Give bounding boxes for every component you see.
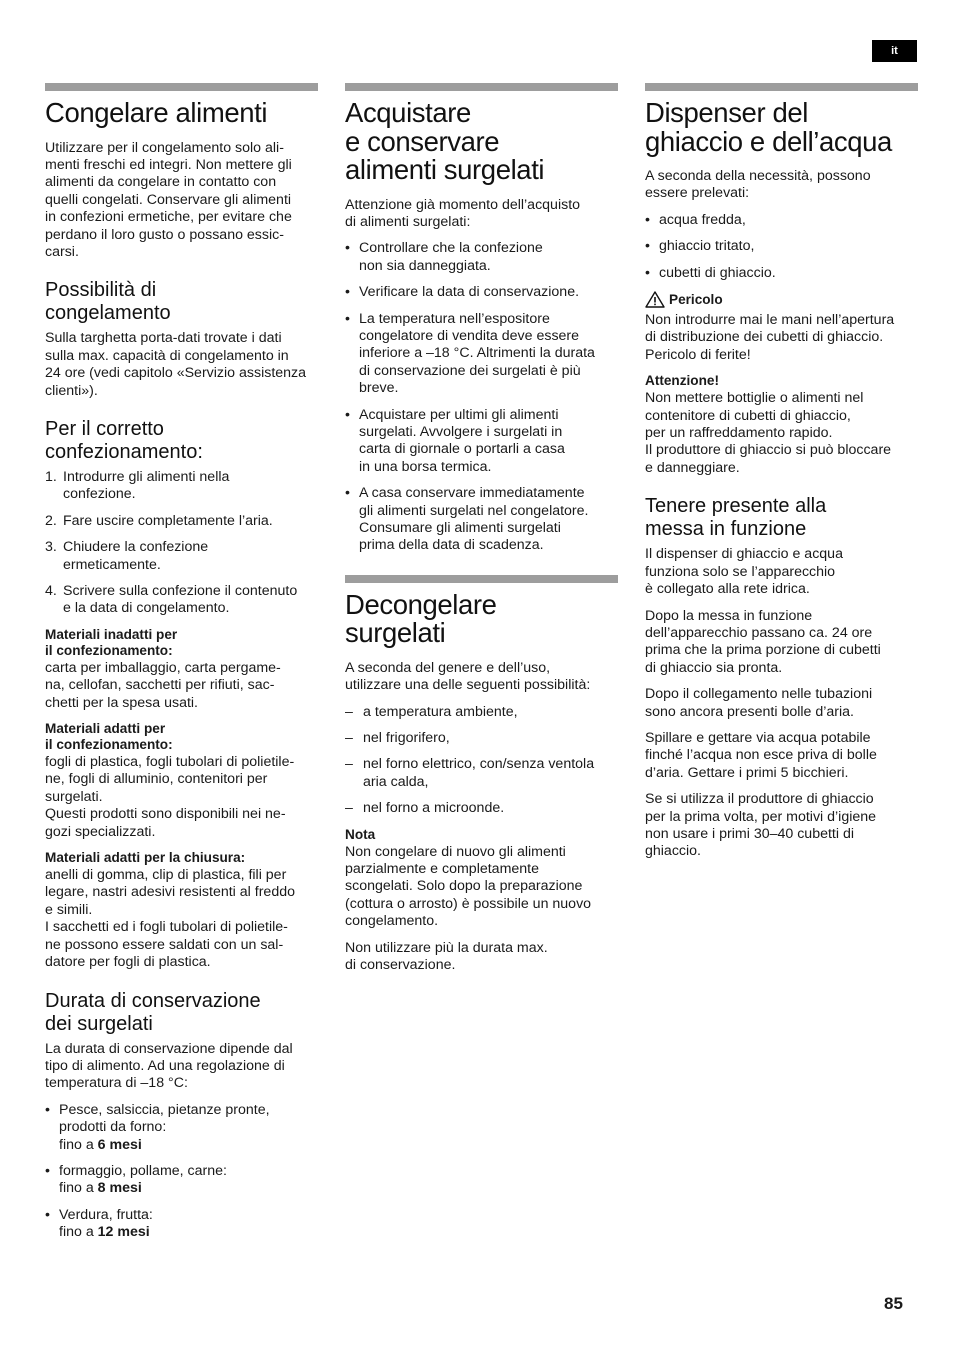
paragraph: Dopo il collegamento nelle tubazioni sono ancora presenti bolle d’aria.: [645, 686, 873, 720]
storage-item: • Pesce, salsiccia, pietanze pronte, prodotti da forno: fino a 6 mesi: [45, 1102, 318, 1154]
list-item: • A casa conservare immediatamente gli alimenti surgelati nel congelatore. Consumare gli alimenti surgelati prima della data di scadenza.: [345, 485, 618, 555]
intro-dispenser: A seconda della necessità, possono essere prelevati:: [645, 168, 871, 202]
title-acquistare: Acquistare e conservare alimenti surgelati: [345, 97, 545, 185]
danger-title: Pericolo: [669, 291, 723, 307]
step-text: Introdurre gli alimenti nella confezione.: [63, 468, 230, 503]
heading-possibilita: Possibilità di congelamento: [45, 279, 171, 325]
text-durata: La durata di conservazione dipende dal tipo di alimento. Ad una regolazione di temperatura di –18 °C:: [45, 1040, 293, 1092]
intro-acquistare: Attenzione già momento dell’acquisto di alimenti surgelati:: [345, 196, 581, 230]
text-materiali-adatti: fogli di plastica, fogli tubolari di polietile- ne, fogli di alluminio, contenitori per surgelati. Questi prodotti sono disponibili nei ne- gozi specializzati.: [45, 754, 295, 840]
attention-text: Non mettere bottiglie o alimenti nel contenitore di cubetti di ghiaccio, per un raffreddamento rapido. Il produttore di ghiaccio si può bloccare e danneggiare.: [645, 390, 892, 476]
danger-heading: [645, 291, 918, 308]
section-rule: [345, 575, 618, 583]
attention-title: Attenzione!: [645, 373, 720, 389]
heading-durata: Durata di conservazione dei surgelati: [45, 989, 261, 1035]
storage-duration: 8 mesi: [97, 1180, 142, 1197]
danger-text: Non introdurre mai le mani nell’apertura di distribuzione dei cubetti di ghiaccio. Pericolo di ferite!: [645, 312, 895, 363]
heading-materiali-adatti: Materiali adatti per il confezionamento:: [45, 721, 173, 753]
section-rule: [645, 83, 918, 91]
step-item: [45, 539, 318, 574]
paragraph: Se si utilizza il produttore di ghiaccio per la prima volta, per motivi d’igiene non usare i primi 30–40 cubetti di ghiaccio.: [645, 791, 877, 860]
list-item: • ghiaccio tritato,: [645, 238, 918, 255]
warning-triangle-icon: [645, 291, 665, 308]
paragraph: Dopo la messa in funzione dell’apparecchio passano ca. 24 ore prima che la prima porzione di cubetti di ghiaccio sia pronta.: [645, 607, 881, 676]
note-text: Non congelare di nuovo gli alimenti parzialmente e completamente scongelati. Solo dopo la preparazione (cottura o arrosto) è possibile un nuovo congelamento.: [345, 843, 592, 930]
heading-confezionamento: Per il corretto confezionamento:: [45, 417, 203, 463]
list-item: – a temperatura ambiente,: [345, 704, 618, 721]
text-materiali-chiusura: anelli di gomma, clip di plastica, fili per legare, nastri adesivi resistenti al freddo e simili. I sacchetti ed i fogli tubolari di polietile- ne possono essere saldati con un sal- datore per fogli di plastica.: [45, 867, 295, 971]
page-number: 85: [884, 1294, 903, 1313]
step-text: Scrivere sulla confezione il contenuto e la data di congelamento.: [63, 583, 298, 617]
column-dispenser: [645, 83, 918, 870]
messa-in-funzione-paragraphs: [645, 546, 918, 861]
text-materiali-inadatti: carta per imballaggio, carta pergame- na, cellofan, sacchetti per rifiuti, sac- chetti per la spesa usati.: [45, 659, 281, 711]
heading-messa-in-funzione: Tenere presente alla messa in funzione: [645, 495, 827, 541]
step-item: [45, 583, 318, 618]
list-item: • Acquistare per ultimi gli alimenti surgelati. Avvolgere i surgelati in carta di giornale o portarli a casa in una borsa termica.: [345, 407, 618, 477]
list-item: • Verificare la data di conservazione.: [345, 284, 618, 301]
title-dispenser: Dispenser del ghiaccio e dell’acqua: [645, 97, 892, 157]
storage-list: [45, 1102, 318, 1242]
note-title: Nota: [345, 826, 376, 842]
buying-list: [345, 240, 618, 555]
paragraph: Il dispenser di ghiaccio e acqua funziona solo se l’apparecchio è collegato alla rete idrica.: [645, 546, 843, 598]
title-congelare-alimenti: Congelare alimenti: [45, 97, 268, 128]
step-text: Chiudere la confezione ermeticamente.: [63, 539, 209, 573]
note-text-2: Non utilizzare più la durata max. di conservazione.: [345, 939, 548, 974]
language-tab: it: [872, 40, 917, 62]
step-item: [45, 469, 318, 504]
intro-decongelare: A seconda del genere e dell’uso, utilizzare una delle seguenti possibilità:: [345, 659, 591, 694]
list-item: • acqua fredda,: [645, 212, 918, 229]
heading-materiali-inadatti: Materiali inadatti per il confezionamento:: [45, 626, 178, 658]
step-number: 2.: [45, 512, 57, 529]
list-item: – nel forno elettrico, con/senza ventola aria calda,: [345, 756, 618, 791]
step-item: [45, 513, 318, 530]
step-text: Fare uscire completamente l’aria.: [63, 512, 273, 529]
list-item: • La temperatura nell’espositore congelatore di vendita deve essere inferiore a –18 °C. Altrimenti la durata di conservazione dei surgelati è più breve.: [345, 311, 618, 398]
column-congelare: [45, 83, 318, 1251]
step-number: 3.: [45, 539, 57, 556]
step-number: 1.: [45, 468, 57, 485]
section-rule: [45, 83, 318, 91]
list-item: • Controllare che la confezione non sia danneggiata.: [345, 240, 618, 275]
list-item: – nel frigorifero,: [345, 730, 618, 747]
column-acquistare: [345, 83, 618, 984]
text-possibilita: Sulla targhetta porta-dati trovate i dati sulla max. capacità di congelamento in 24 ore (vedi capitolo «Servizio assistenza clienti»).: [45, 330, 307, 399]
storage-duration: 12 mesi: [97, 1224, 150, 1241]
intro-congelare: Utilizzare per il congelamento solo ali- menti freschi ed integri. Non mettere gli alimenti da congelare in contatto con quelli congelati. Conservare gli alimenti in confezioni ermetiche, per evitare che perdano il loro gusto o possano essic- carsi.: [45, 139, 292, 260]
list-item: – nel forno a microonde.: [345, 800, 618, 817]
section-rule: [345, 83, 618, 91]
storage-duration: 6 mesi: [97, 1136, 142, 1153]
heading-materiali-chiusura: Materiali adatti per la chiusura:: [45, 850, 246, 866]
thawing-list: [345, 704, 618, 818]
storage-item: • Verdura, frutta: fino a 12 mesi: [45, 1207, 318, 1242]
storage-item: • formaggio, pollame, carne: fino a 8 mesi: [45, 1163, 318, 1198]
paragraph: Spillare e gettare via acqua potabile finché l’acqua non esce priva di bolle d’aria. Gettare i primi 5 bicchieri.: [645, 729, 877, 781]
steps-list: [45, 469, 318, 618]
title-decongelare: Decongelare surgelati: [345, 588, 497, 649]
list-item: • cubetti di ghiaccio.: [645, 265, 918, 282]
step-number: 4.: [45, 583, 57, 599]
dispenser-list: [645, 212, 918, 282]
